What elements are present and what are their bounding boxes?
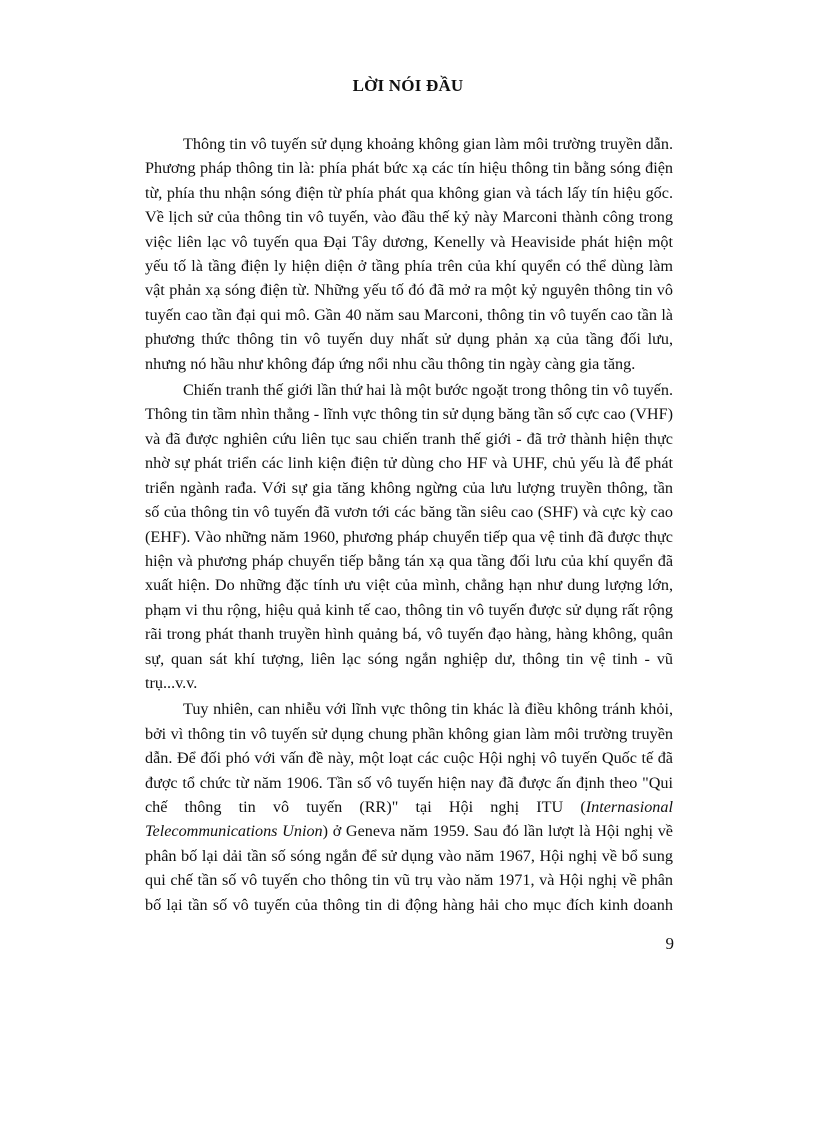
paragraph-3-italic-text: Internasional Telecommunications Union	[145, 797, 673, 841]
body-text	[145, 132, 673, 917]
paragraph-3-text-after: ) ở Geneva năm 1959. Sau đó lần lượt là Hội nghị về phân bố lại dải tần số sóng ngắn để sử dụng vào năm 1967, Hội nghị về bổ sung qui chế tần số vô tuyến cho thông tin vũ trụ vào năm 1971, và Hội nghị về phân bố lại tần số vô tuyến của thông tin di động hàng hải cho mục đích kinh doanh	[145, 822, 673, 914]
page-title: LỜI NÓI ĐẦU	[352, 76, 464, 95]
paragraph-3	[145, 697, 673, 917]
paragraph-3-text-before: Tuy nhiên, can nhiễu với lĩnh vực thông tin khác là điều không tránh khỏi, bởi vì thông tin vô tuyến sử dụng chung phần không gian làm môi trường truyền dẫn. Để đối phó với vấn đề này, một loạt các cuộc Hội nghị vô tuyến Quốc tế đã được tổ chức từ năm 1906. Tần số vô tuyến hiện nay đã được ấn định theo "Qui chế thông tin vô tuyến (RR)" tại Hội nghị ITU (	[145, 700, 673, 816]
paragraph-2: Chiến tranh thế giới lần thứ hai là một bước ngoặt trong thông tin vô tuyến. Thông tin tầm nhìn thẳng - lĩnh vực thông tin sử dụng băng tần số cực cao (VHF) và đã được nghiên cứu liên tục sau chiến tranh thế giới - đã trở thành hiện thực nhờ sự phát triển các linh kiện điện tử dùng cho HF và UHF, chủ yếu là để phát triển ngành rađa. Với sự gia tăng không ngừng của lưu lượng truyền thông, tần số của thông tin vô tuyến đã vươn tới các băng tần siêu cao (SHF) và cực kỳ cao (EHF). Vào những năm 1960, phương pháp chuyển tiếp qua vệ tinh đã được thực hiện và phương pháp chuyển tiếp bằng tán xạ qua tầng đối lưu của khí quyển đã xuất hiện. Do những đặc tính ưu việt của mình, chẳng hạn như dung lượng lớn, phạm vi thu rộng, hiệu quả kinh tế cao, thông tin vô tuyến được sử dụng rất rộng rãi trong phát thanh truyền hình quảng bá, vô tuyến đạo hàng, hàng không, quân sự, quan sát khí tượng, liên lạc sóng ngắn nghiệp dư, thông tin vệ tinh - vũ trụ...v.v.	[145, 381, 673, 692]
paragraph-1: Thông tin vô tuyến sử dụng khoảng không gian làm môi trường truyền dẫn. Phương pháp thông tin là: phía phát bức xạ các tín hiệu thông tin bằng sóng điện từ, phía thu nhận sóng điện từ phía phát qua không gian và tách lấy tín hiệu gốc. Về lịch sử của thông tin vô tuyến, vào đầu thế kỷ này Marconi thành công trong việc liên lạc vô tuyến qua Đại Tây dương, Kenelly và Heaviside phát hiện một yếu tố là tầng điện ly hiện diện ở tầng phía trên của khí quyển có thể dùng làm vật phản xạ sóng điện từ. Những yếu tố đó đã mở ra một kỷ nguyên thông tin vô tuyến cao tần đại qui mô. Gần 40 năm sau Marconi, thông tin vô tuyến cao tần là phương thức thông tin vô tuyến duy nhất sử dụng phản xạ của tầng đối lưu, nhưng nó hầu như không đáp ứng nổi nhu cầu thông tin ngày càng gia tăng.	[145, 135, 673, 373]
page-number: 9	[665, 934, 674, 953]
